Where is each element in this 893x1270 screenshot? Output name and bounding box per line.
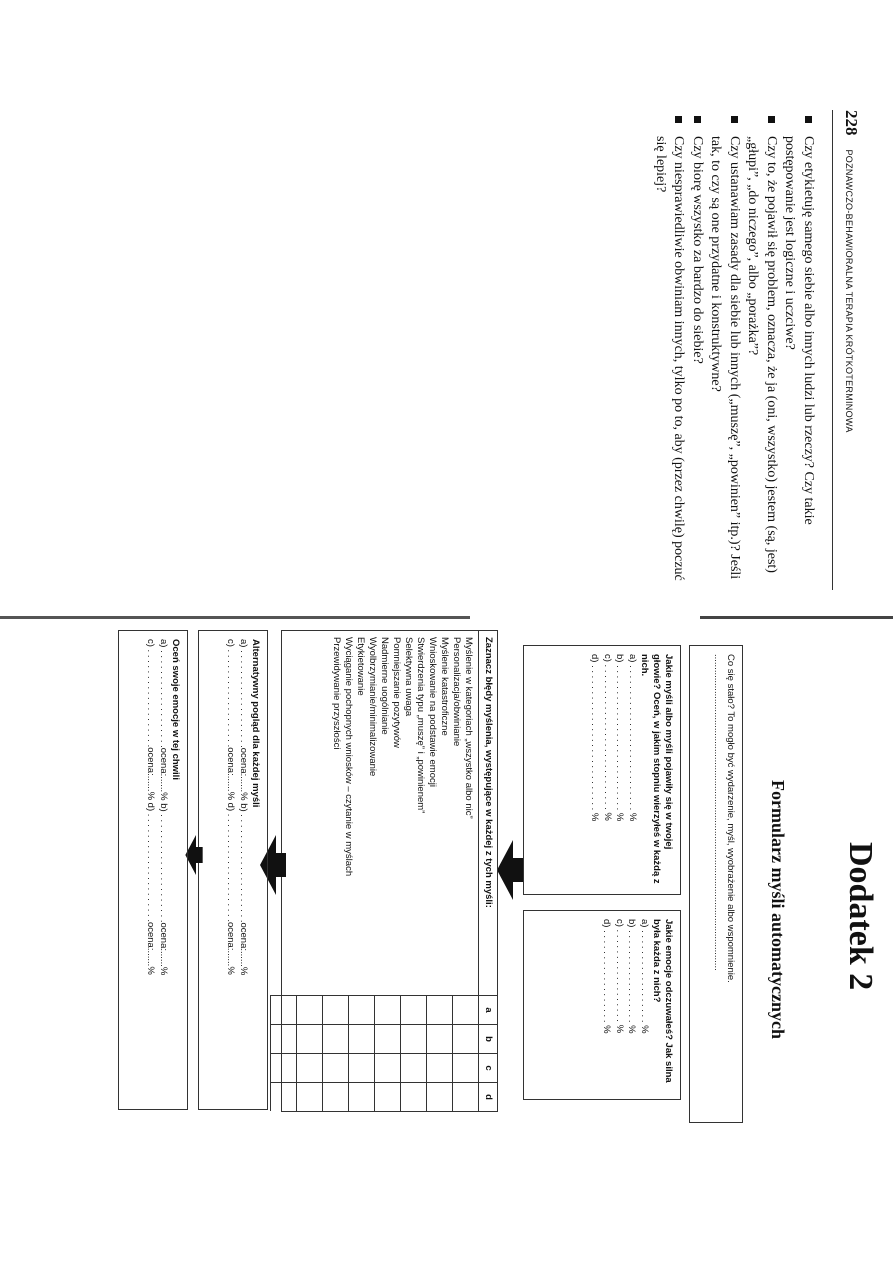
question-item: Czy niesprawiedliwie obwiniam innych, tylko po to, aby (przez chwilę) poczuć się lepiej? xyxy=(651,114,688,592)
situation-prompt: Co się stało? To mogło być wydarzenie, myśl, wyobrażenie albo wspomnienie. xyxy=(725,654,736,983)
appendix-page xyxy=(13,620,893,1270)
column-d: d xyxy=(479,1082,497,1111)
alternative-header: Alternatywny pogląd dla każdej myśli xyxy=(250,639,261,808)
checkbox-cell[interactable] xyxy=(426,1054,452,1082)
book-page-228 xyxy=(33,0,893,600)
error-item: Wyciąganie pochopnych wniosków – czytanie w myślach xyxy=(343,637,354,877)
checkbox-cell[interactable] xyxy=(452,1025,478,1053)
checkbox-column xyxy=(270,1053,478,1082)
checkbox-cell[interactable] xyxy=(400,996,426,1024)
question-list xyxy=(651,114,818,592)
checkbox-cell[interactable] xyxy=(400,1054,426,1082)
checkbox-cell[interactable] xyxy=(426,996,452,1024)
page-number: 228 xyxy=(842,110,861,136)
appendix-title: Dodatek 2 xyxy=(842,842,879,991)
checkbox-cell[interactable] xyxy=(426,1025,452,1053)
question-item: Czy ustanawiam zasady dla siebie lub innych („muszę”, „powinien” itp.)? Jeśli tak, to czy są one przydatne i konstruktywne? xyxy=(706,114,743,592)
checkbox-cell[interactable] xyxy=(426,1083,452,1111)
thought-line[interactable]: a) . . . . . . . . . . . . . . . . . . . . . . . . . . . . % xyxy=(627,654,638,822)
checkbox-cell[interactable] xyxy=(374,1054,400,1082)
form-title: Formularz myśli automatycznych xyxy=(768,780,788,1039)
checkbox-cell[interactable] xyxy=(452,996,478,1024)
checkbox-column xyxy=(270,1024,478,1053)
page-header xyxy=(841,110,861,433)
checkbox-cell[interactable] xyxy=(322,1083,348,1111)
fold-line-left xyxy=(0,616,470,619)
checkbox-column xyxy=(270,1082,478,1111)
error-item: Selektywna uwaga xyxy=(403,637,414,717)
error-item: Wnioskowanie na podstawie emocji xyxy=(427,637,438,787)
error-item: Etykietowanie xyxy=(355,637,366,696)
emotions-box xyxy=(523,910,681,1100)
error-item: Myślenie w kategoriach „wszystko albo nic” xyxy=(463,637,474,819)
checkbox-cell[interactable] xyxy=(322,1025,348,1053)
emotion-line[interactable]: d) . . . . . . . . . . . . . . . . . . % xyxy=(601,919,613,1034)
thought-line[interactable]: b) . . . . . . . . . . . . . . . . . . . . . . . . . . . . % xyxy=(614,654,626,822)
question-item: Czy etykietuję samego siebie albo innych ludzi lub rzeczy? Czy takie postępowanie jest logiczne i uczciwe? xyxy=(780,114,817,592)
errors-header-row xyxy=(478,631,497,1111)
checkbox-cell[interactable] xyxy=(452,1054,478,1082)
error-item: Wyolbrzymianie/minimalizowanie xyxy=(367,637,378,777)
checkbox-cell[interactable] xyxy=(296,1083,322,1111)
rate-emotions-box xyxy=(118,630,188,1110)
alternative-line[interactable]: a) . . . . . . . . . . . . . . . . . . .ocena:......% b) . . . . . . . . . . . . . . . . . . . . .ocena:......% xyxy=(238,639,249,976)
column-b: b xyxy=(479,1024,497,1053)
column-c: c xyxy=(479,1053,497,1082)
header-rule xyxy=(832,110,833,590)
question-item: Czy biorę wszystko za bardzo do siebie? xyxy=(688,114,707,592)
checkbox-cell[interactable] xyxy=(296,1025,322,1053)
checkbox-cell[interactable] xyxy=(322,996,348,1024)
question-item: Czy to, że pojawił się problem, oznacza, że ja (oni, wszystko) jestem (są, jest) „głupi”, „do niczego”, albo „porażka”? xyxy=(743,114,780,592)
checkbox-cell[interactable] xyxy=(270,1054,296,1082)
errors-list xyxy=(270,631,478,995)
checkbox-cell[interactable] xyxy=(348,1025,374,1053)
thoughts-header: Jakie myśli albo myśli pojawiły się w twojej głowie? Oceń, w jakim stopniu wierzyłeś w każdą z nich. xyxy=(639,654,674,884)
checkbox-cell[interactable] xyxy=(270,996,296,1024)
rate-emotion-line[interactable]: a) . . . . . . . . . . . . . . . . . . .ocena:......% b) . . . . . . . . . . . . . . . . . . . . .ocena:......% xyxy=(158,639,169,976)
checkbox-cell[interactable] xyxy=(348,996,374,1024)
checkbox-cell[interactable] xyxy=(452,1083,478,1111)
errors-header: Zaznacz błędy myślenia, występujące w każdej z tych myśli: xyxy=(483,637,494,908)
rate-emotion-line[interactable]: c) . . . . . . . . . . . . . . . . . . .ocena:......% d) . . . . . . . . . . . . . . . . . . . . .ocena:......% xyxy=(145,639,157,975)
error-item: Nadmierne uogólnianie xyxy=(379,637,390,735)
error-item: Pomniejszanie pozytywów xyxy=(391,637,402,748)
checkbox-cell[interactable] xyxy=(348,1083,374,1111)
checkbox-cell[interactable] xyxy=(374,996,400,1024)
fold-line-right xyxy=(700,616,893,619)
emotion-line[interactable]: a) . . . . . . . . . . . . . . . . . . % xyxy=(639,919,650,1034)
error-item: Myślenie katastroficzne xyxy=(439,637,450,736)
checkbox-cell[interactable] xyxy=(270,1083,296,1111)
emotion-line[interactable]: b) . . . . . . . . . . . . . . . . . . % xyxy=(626,919,638,1034)
alternative-line[interactable]: c) . . . . . . . . . . . . . . . . . . .ocena:......% d) . . . . . . . . . . . . . . . . . . . . .ocena:......% xyxy=(225,639,237,975)
rate-emotions-header: Oceń swoje emocje w tej chwili xyxy=(170,639,181,780)
checkbox-cell[interactable] xyxy=(270,1025,296,1053)
thinking-errors-table xyxy=(281,630,498,1112)
checkbox-cell[interactable] xyxy=(374,1025,400,1053)
checkbox-cell[interactable] xyxy=(400,1083,426,1111)
error-item: Przewidywanie przyszłości xyxy=(331,637,342,750)
column-a: a xyxy=(479,995,497,1024)
checkbox-column xyxy=(270,995,478,1024)
thoughts-box xyxy=(523,645,681,895)
error-item: Personalizacja/obwinianie xyxy=(451,637,462,747)
running-head: POZNAWCZO-BEHAWIORALNA TERAPIA KRÓTKOTERMINOWA xyxy=(844,149,854,433)
checkbox-cell[interactable] xyxy=(296,1054,322,1082)
thought-line[interactable]: c) . . . . . . . . . . . . . . . . . . . . . . . . . . . . % xyxy=(602,654,613,821)
error-item: Stwierdzenia typu „muszę” i „powinienem” xyxy=(415,637,426,814)
emotion-line[interactable]: c) . . . . . . . . . . . . . . . . . . % xyxy=(614,919,625,1034)
situation-answer-line[interactable]: ........................................................................................................................ xyxy=(712,654,724,971)
checkbox-columns xyxy=(270,995,478,1111)
checkbox-cell[interactable] xyxy=(296,996,322,1024)
checkbox-cell[interactable] xyxy=(348,1054,374,1082)
checkbox-cell[interactable] xyxy=(374,1083,400,1111)
thought-line[interactable]: d) . . . . . . . . . . . . . . . . . . . . . . . . . . . . % xyxy=(589,654,601,822)
checkbox-cell[interactable] xyxy=(400,1025,426,1053)
situation-box xyxy=(689,645,743,1123)
alternative-view-box xyxy=(198,630,268,1110)
checkbox-cell[interactable] xyxy=(322,1054,348,1082)
emotions-header: Jakie emocje odczuwałeś? Jak silna była każda z nich? xyxy=(651,919,674,1083)
down-arrow-icon xyxy=(497,840,523,900)
